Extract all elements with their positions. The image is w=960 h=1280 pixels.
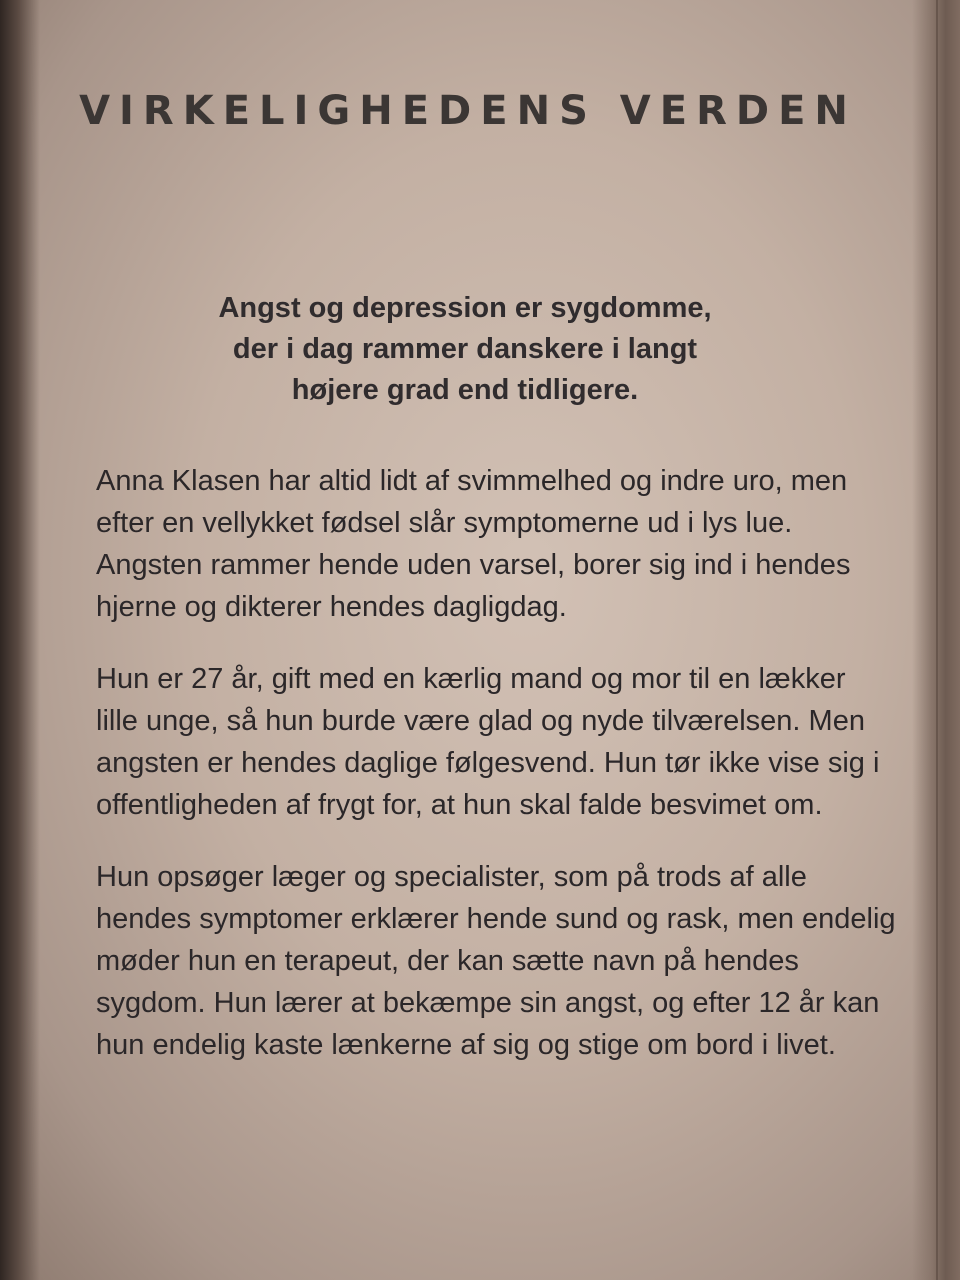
text-line: lille unge, så hun burde være glad og nyde tilværelsen. Men [96,705,865,737]
text-line: efter en vellykket fødsel slår symptomerne ud i lys lue. [96,507,793,539]
page-gutter-shadow [0,0,40,1280]
text-line: møder hun en terapeut, der kan sætte navn på hendes [96,945,799,977]
text-line: angsten er hendes daglige følgesvend. Hun tør ikke vise sig i [96,747,880,779]
text-line: Angsten rammer hende uden varsel, borer sig ind i hendes [96,549,851,581]
text-line: sygdom. Hun lærer at bekæmpe sin angst, og efter 12 år kan [96,987,880,1019]
paragraph [96,658,886,826]
text-line: Hun er 27 år, gift med en kærlig mand og mor til en lækker [96,663,846,695]
page-header: VIRKELIGHEDENS VERDEN [79,88,857,134]
body-text [96,460,896,1096]
lead-line: Angst og depression er sygdomme, [218,292,712,324]
paragraph [96,856,896,1066]
text-line: offentligheden af frygt for, at hun skal falde besvimet om. [96,789,823,821]
text-line: hendes symptomer erklærer hende sund og rask, men endelig [96,903,896,935]
lead-text [0,288,930,411]
lead-line: der i dag rammer danskere i langt [232,333,698,365]
text-line: hjerne og dikterer hendes dagligdag. [96,591,567,623]
lead-line: højere grad end tidligere. [291,374,639,406]
text-line: Anna Klasen har altid lidt af svimmelhed og indre uro, men [96,465,848,497]
text-line: hun endelig kaste lænkerne af sig og stige om bord i livet. [96,1029,836,1061]
page-edge-line [936,0,938,1280]
paragraph [96,460,886,628]
text-line: Hun opsøger læger og specialister, som på trods af alle [96,861,807,893]
